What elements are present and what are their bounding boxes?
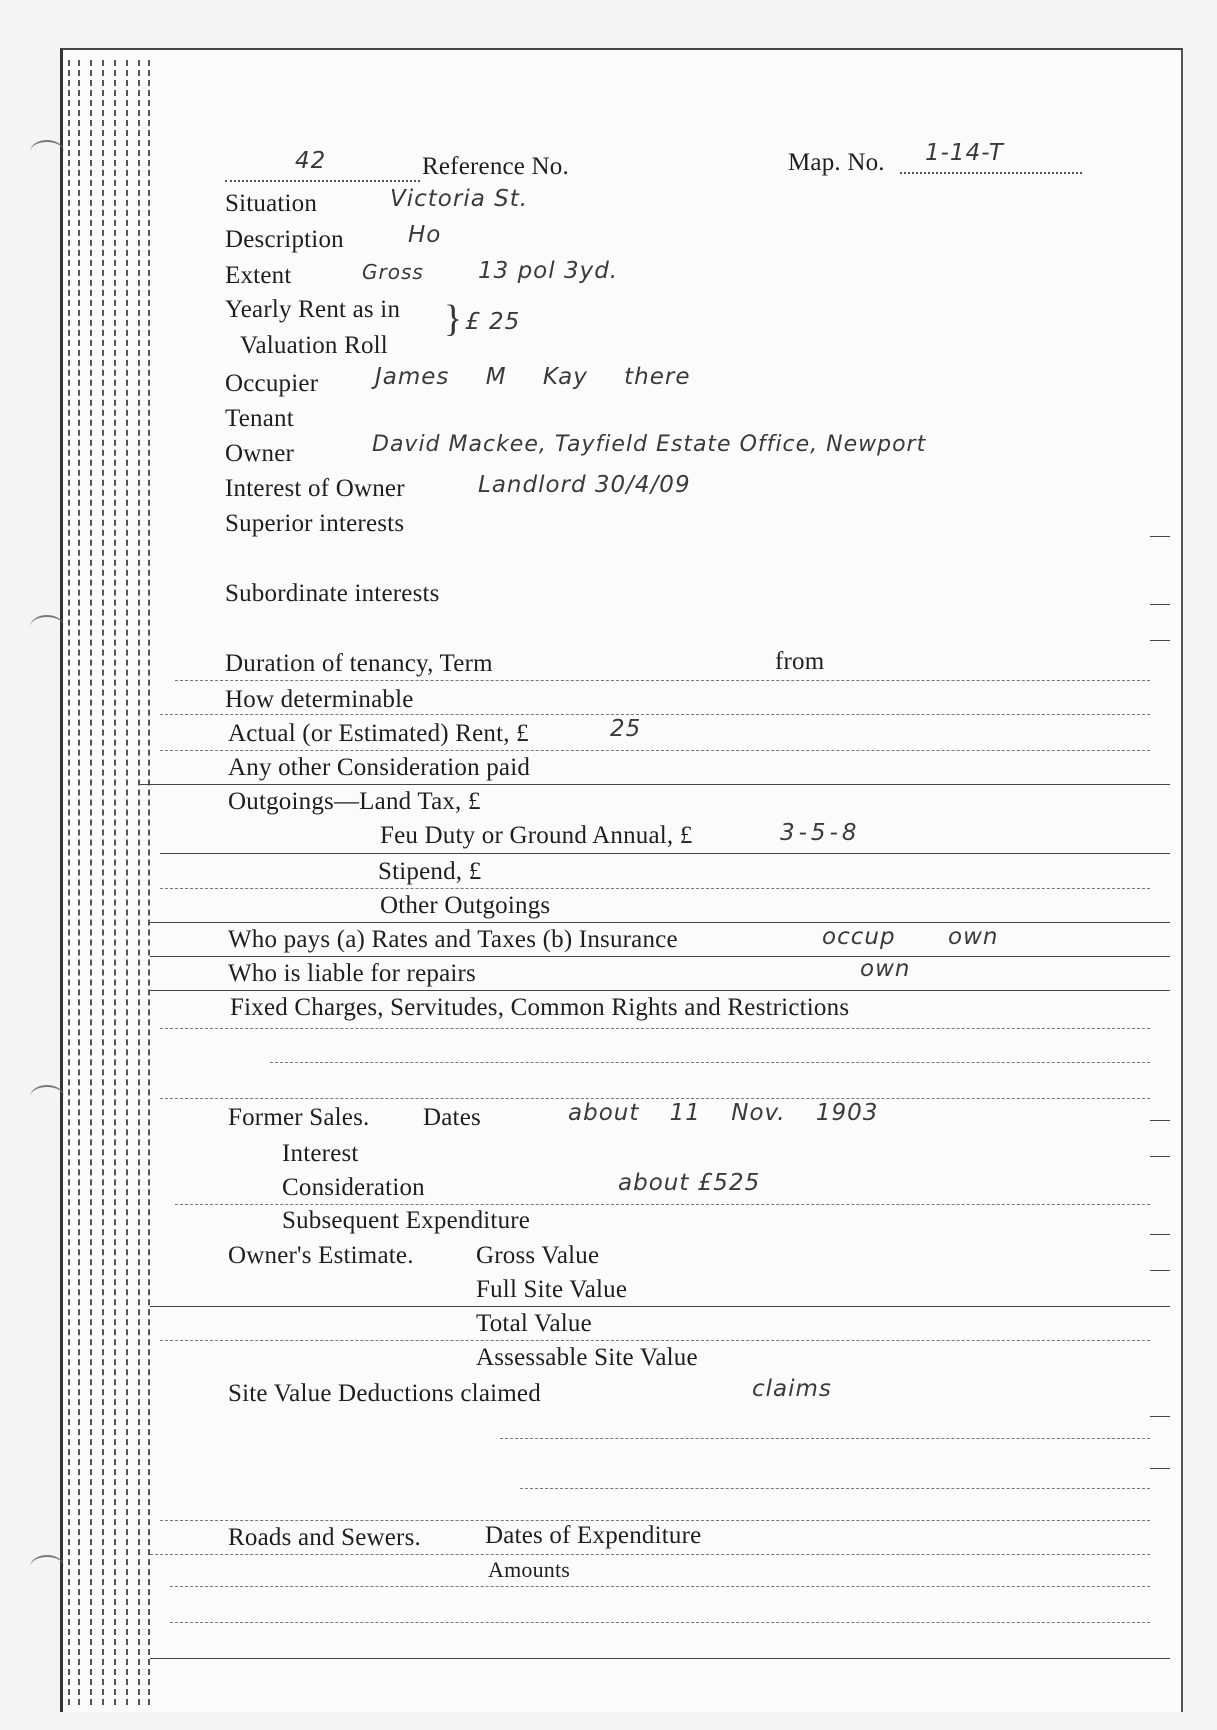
reference-no-line: [225, 180, 420, 182]
owners-estimate-label: Owner's Estimate.: [228, 1242, 414, 1269]
margin-tick: [1150, 640, 1170, 641]
rule-line: [150, 922, 1170, 923]
margin-tick: [1150, 1234, 1170, 1235]
actual-rent-label: Actual (or Estimated) Rent, £: [228, 720, 529, 747]
fixed-charges-label: Fixed Charges, Servitudes, Common Rights and Restrictions: [230, 994, 850, 1021]
actual-rent-value: 25: [610, 716, 642, 742]
dates-label: Dates: [423, 1104, 481, 1131]
margin-tick: [1150, 1416, 1170, 1417]
other-outgoings-label: Other Outgoings: [380, 892, 551, 919]
rule-line: [170, 1622, 1150, 1623]
rule-line: [160, 750, 1150, 751]
full-site-value-label: Full Site Value: [476, 1276, 628, 1303]
punch-hole: [30, 1555, 64, 1579]
yearly-rent-label: Yearly Rent as in: [225, 296, 401, 323]
feu-duty-value: 3-5-8: [780, 820, 861, 846]
occupier-value: James M Kay there: [375, 364, 691, 390]
who-pays-label: Who pays (a) Rates and Taxes (b) Insurance: [228, 926, 678, 953]
former-sales-dates-value: about 11 Nov. 1903: [568, 1100, 879, 1126]
how-determinable-label: How determinable: [225, 686, 414, 713]
margin-tick: [1150, 1270, 1170, 1271]
assessable-site-value-label: Assessable Site Value: [476, 1344, 698, 1371]
rule-line: [160, 853, 1170, 854]
extent-value: 13 pol 3yd.: [478, 258, 619, 284]
rule-line: [160, 1098, 1150, 1099]
margin-tick: [1150, 1120, 1170, 1121]
roads-sewers-label: Roads and Sewers.: [228, 1524, 421, 1551]
binding-edge: [64, 60, 152, 1705]
who-pays-b-value: own: [948, 924, 999, 950]
consideration-label: Consideration: [282, 1174, 425, 1201]
extent-label: Extent: [225, 262, 292, 289]
punch-hole: [30, 1085, 64, 1109]
who-pays-a-value: occup: [822, 924, 896, 950]
superior-interests-label: Superior interests: [225, 510, 405, 537]
duration-label: Duration of tenancy, Term: [225, 650, 493, 677]
dates-of-expenditure-label: Dates of Expenditure: [485, 1522, 702, 1549]
from-label: from: [775, 648, 825, 675]
reference-no-value: 42: [295, 148, 327, 174]
feu-duty-label: Feu Duty or Ground Annual, £: [380, 822, 693, 849]
description-value: Ho: [408, 222, 442, 248]
rule-line: [150, 1306, 1170, 1307]
valuation-roll-label: Valuation Roll: [240, 332, 388, 359]
repairs-label: Who is liable for repairs: [228, 960, 476, 987]
rule-line: [520, 1488, 1150, 1489]
amounts-label: Amounts: [488, 1557, 571, 1582]
interest-of-owner-label: Interest of Owner: [225, 475, 405, 502]
rule-line: [170, 1586, 1150, 1587]
reference-no-label: Reference No.: [422, 153, 569, 180]
gross-value-label: Gross Value: [476, 1242, 600, 1269]
rule-line: [500, 1438, 1150, 1439]
rule-line: [160, 1028, 1150, 1029]
margin-tick: [1150, 1156, 1170, 1157]
owner-value: David Mackee, Tayfield Estate Office, Newport: [372, 432, 927, 457]
rule-line: [160, 1520, 1150, 1521]
rule-line: [160, 1340, 1150, 1341]
rule-line: [140, 784, 1170, 785]
site-value-deductions-label: Site Value Deductions claimed: [228, 1380, 541, 1407]
interest-of-owner-value: Landlord 30/4/09: [478, 472, 691, 498]
subsequent-expenditure-label: Subsequent Expenditure: [282, 1207, 531, 1234]
repairs-value: own: [860, 956, 911, 982]
yearly-rent-value: £ 25: [465, 309, 521, 335]
rule-line: [160, 714, 1150, 715]
tenant-label: Tenant: [225, 405, 294, 432]
rule-line: [150, 1658, 1170, 1659]
rule-line: [175, 680, 1150, 681]
map-no-line: [900, 172, 1082, 174]
consideration-value: about £525: [618, 1170, 761, 1196]
site-value-deductions-value: claims: [752, 1376, 832, 1402]
occupier-label: Occupier: [225, 370, 319, 397]
map-no-label: Map. No.: [788, 149, 885, 176]
margin-tick: [1150, 1468, 1170, 1469]
total-value-label: Total Value: [476, 1310, 592, 1337]
rule-line: [150, 990, 1170, 991]
interest-label: Interest: [282, 1140, 359, 1167]
rule-line: [150, 956, 1170, 957]
punch-hole: [30, 140, 64, 164]
stipend-label: Stipend, £: [378, 858, 482, 885]
description-label: Description: [225, 226, 344, 253]
situation-value: Victoria St.: [390, 186, 529, 212]
rule-line: [160, 888, 1150, 889]
margin-tick: [1150, 536, 1170, 537]
subordinate-interests-label: Subordinate interests: [225, 580, 440, 607]
owner-label: Owner: [225, 440, 295, 467]
rent-brace: }: [444, 298, 463, 340]
outgoings-label: Outgoings—Land Tax, £: [228, 788, 481, 815]
rule-line: [270, 1062, 1150, 1063]
extent-gross: Gross: [362, 260, 424, 284]
situation-label: Situation: [225, 190, 318, 217]
former-sales-label: Former Sales.: [228, 1104, 370, 1131]
map-no-value: 1-14-T: [925, 140, 1004, 166]
other-consideration-label: Any other Consideration paid: [228, 754, 531, 781]
punch-hole: [30, 615, 64, 639]
margin-tick: [1150, 604, 1170, 605]
rule-line: [150, 1554, 1150, 1555]
rule-line: [175, 1204, 1150, 1205]
